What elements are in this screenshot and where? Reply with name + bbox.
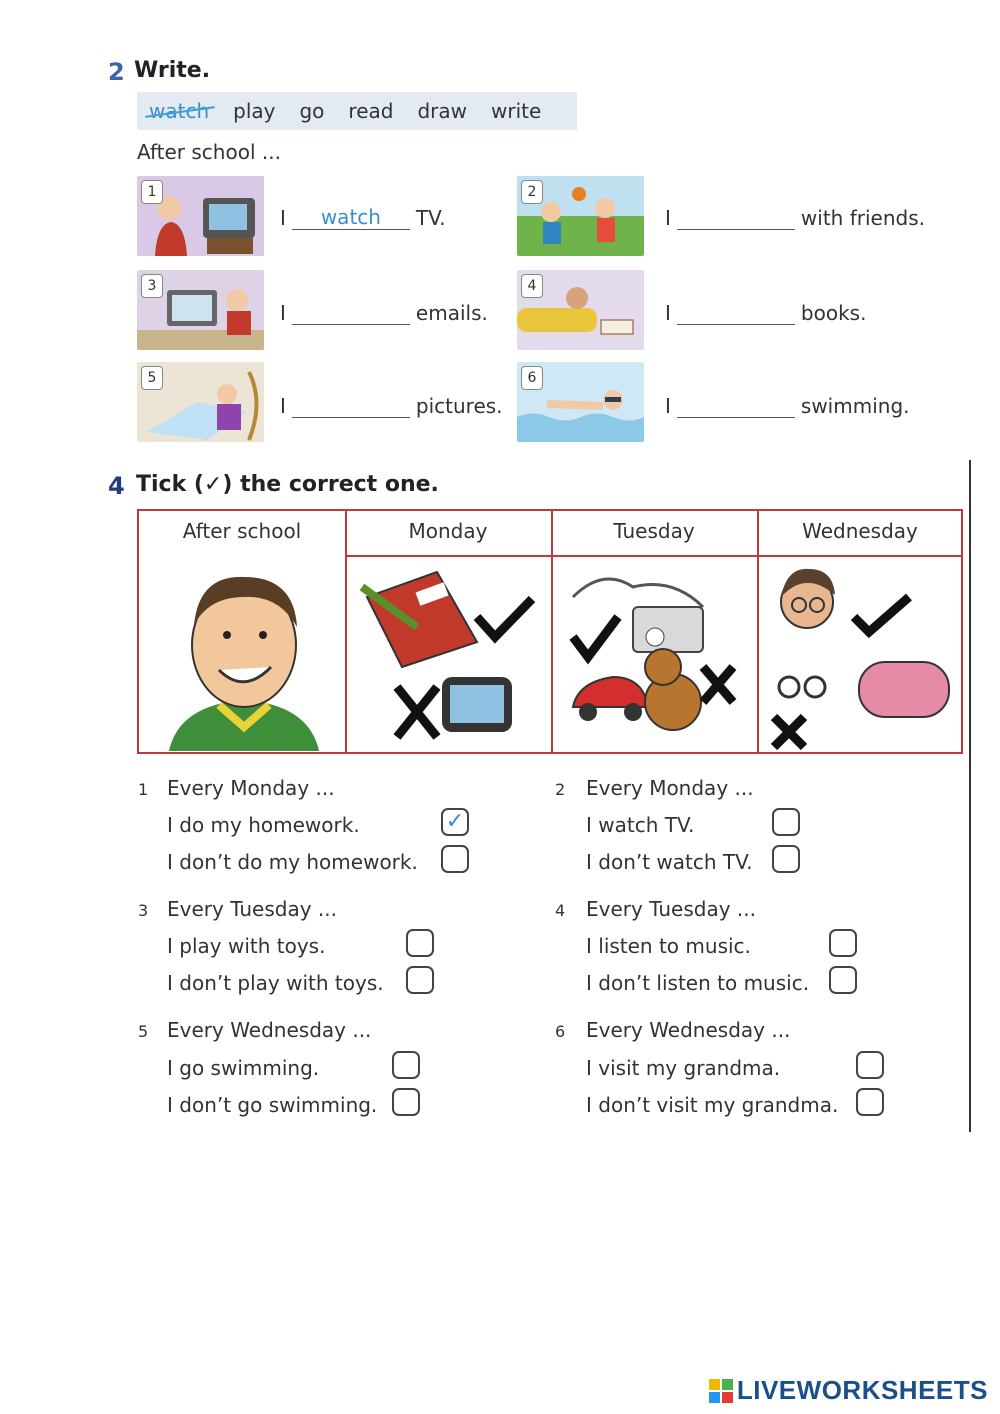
sentence-rest: pictures. [415,394,503,418]
item-number: 3 [141,274,163,298]
header-wednesday: Wednesday [802,519,918,543]
exercise-2-number: 2 [108,58,125,86]
sentence-4 [665,295,866,325]
answer-text: watch [320,205,381,229]
item-number: 5 [141,366,163,390]
answer-checkbox[interactable] [829,966,857,994]
answer-blank[interactable] [677,393,795,418]
question-number: 4 [555,901,566,920]
tuesday-illustration [553,557,757,752]
exercise-4-title: Tick (✓) the correct one. [136,472,439,497]
question-number: 1 [138,780,149,799]
option-text: I don’t play with toys. [167,971,384,995]
item-number: 6 [521,366,543,390]
question-prompt: Every Tuesday ... [586,897,756,921]
sentence-rest: emails. [415,301,488,325]
option-text: I listen to music. [586,934,751,958]
schedule-table [137,509,963,754]
option-text: I do my homework. [167,813,360,837]
sentence-rest: with friends. [800,206,925,230]
answer-blank[interactable] [292,300,410,325]
logo-text: LIVEWORKSHEETS [736,1375,988,1405]
option-text: I go swimming. [167,1056,320,1080]
sentence-rest: swimming. [800,394,910,418]
option-text: I don’t listen to music. [586,971,810,995]
item-number: 2 [521,180,543,204]
exercise-2-intro: After school ... [137,140,281,164]
answer-checkbox[interactable] [392,1051,420,1079]
sentence-rest: TV. [415,206,446,230]
word-bank-item: draw [417,99,467,123]
boy-illustration [159,555,329,751]
sentence-subject: I [280,394,286,418]
sentence-2 [665,200,925,230]
answer-blank[interactable] [677,300,795,325]
answer-checkbox[interactable] [772,808,800,836]
wednesday-illustration [759,557,963,752]
swimming-picture [517,362,644,442]
answer-checkbox[interactable] [772,845,800,873]
question-prompt: Every Monday ... [167,776,335,800]
sentence-3 [280,295,488,325]
computer-picture [137,270,264,350]
option-text: I watch TV. [586,813,695,837]
answer-checkbox[interactable] [856,1088,884,1116]
option-text: I play with toys. [167,934,326,958]
reading-picture [517,270,644,350]
option-text: I visit my grandma. [586,1056,781,1080]
drawing-picture [137,362,264,442]
question-number: 5 [138,1022,149,1041]
answer-checkbox[interactable] [392,1088,420,1116]
item-number: 1 [141,180,163,204]
sentence-6 [665,388,910,418]
question-number: 3 [138,901,149,920]
answer-checkbox[interactable]: ✓ [441,808,469,836]
word-bank [137,92,577,130]
word-bank-item: write [491,99,542,123]
item-number: 4 [521,274,543,298]
option-text: I don’t go swimming. [167,1093,378,1117]
word-bank-item: watch [149,99,210,123]
liveworksheets-logo [709,1375,988,1406]
page-edge-line [969,460,971,1132]
answer-blank[interactable] [677,205,795,230]
sentence-5 [280,388,503,418]
monday-illustration [347,557,551,752]
question-prompt: Every Tuesday ... [167,897,337,921]
logo-icon [709,1379,733,1403]
word-bank-item: play [233,99,276,123]
answer-checkbox[interactable] [829,929,857,957]
header-monday: Monday [408,519,488,543]
sentence-subject: I [280,206,286,230]
answer-blank[interactable] [292,205,410,230]
tv-picture [137,176,264,256]
friends-picture [517,176,644,256]
header-after-school: After school [182,519,302,543]
word-bank-item: read [348,99,394,123]
question-prompt: Every Wednesday ... [167,1018,372,1042]
word-bank-item: go [299,99,325,123]
answer-checkbox[interactable] [406,929,434,957]
answer-checkbox[interactable] [441,845,469,873]
sentence-1 [280,200,446,230]
option-text: I don’t watch TV. [586,850,753,874]
question-prompt: Every Wednesday ... [586,1018,791,1042]
exercise-2-title: Write. [134,58,211,83]
sentence-subject: I [665,206,671,230]
answer-checkbox[interactable] [856,1051,884,1079]
answer-blank[interactable] [292,393,410,418]
sentence-subject: I [665,394,671,418]
answer-checkbox[interactable] [406,966,434,994]
sentence-subject: I [280,301,286,325]
sentence-rest: books. [800,301,867,325]
exercise-4-number: 4 [108,472,125,500]
header-tuesday: Tuesday [613,519,695,543]
question-number: 2 [555,780,566,799]
option-text: I don’t do my homework. [167,850,418,874]
question-prompt: Every Monday ... [586,776,754,800]
question-number: 6 [555,1022,566,1041]
sentence-subject: I [665,301,671,325]
option-text: I don’t visit my grandma. [586,1093,839,1117]
